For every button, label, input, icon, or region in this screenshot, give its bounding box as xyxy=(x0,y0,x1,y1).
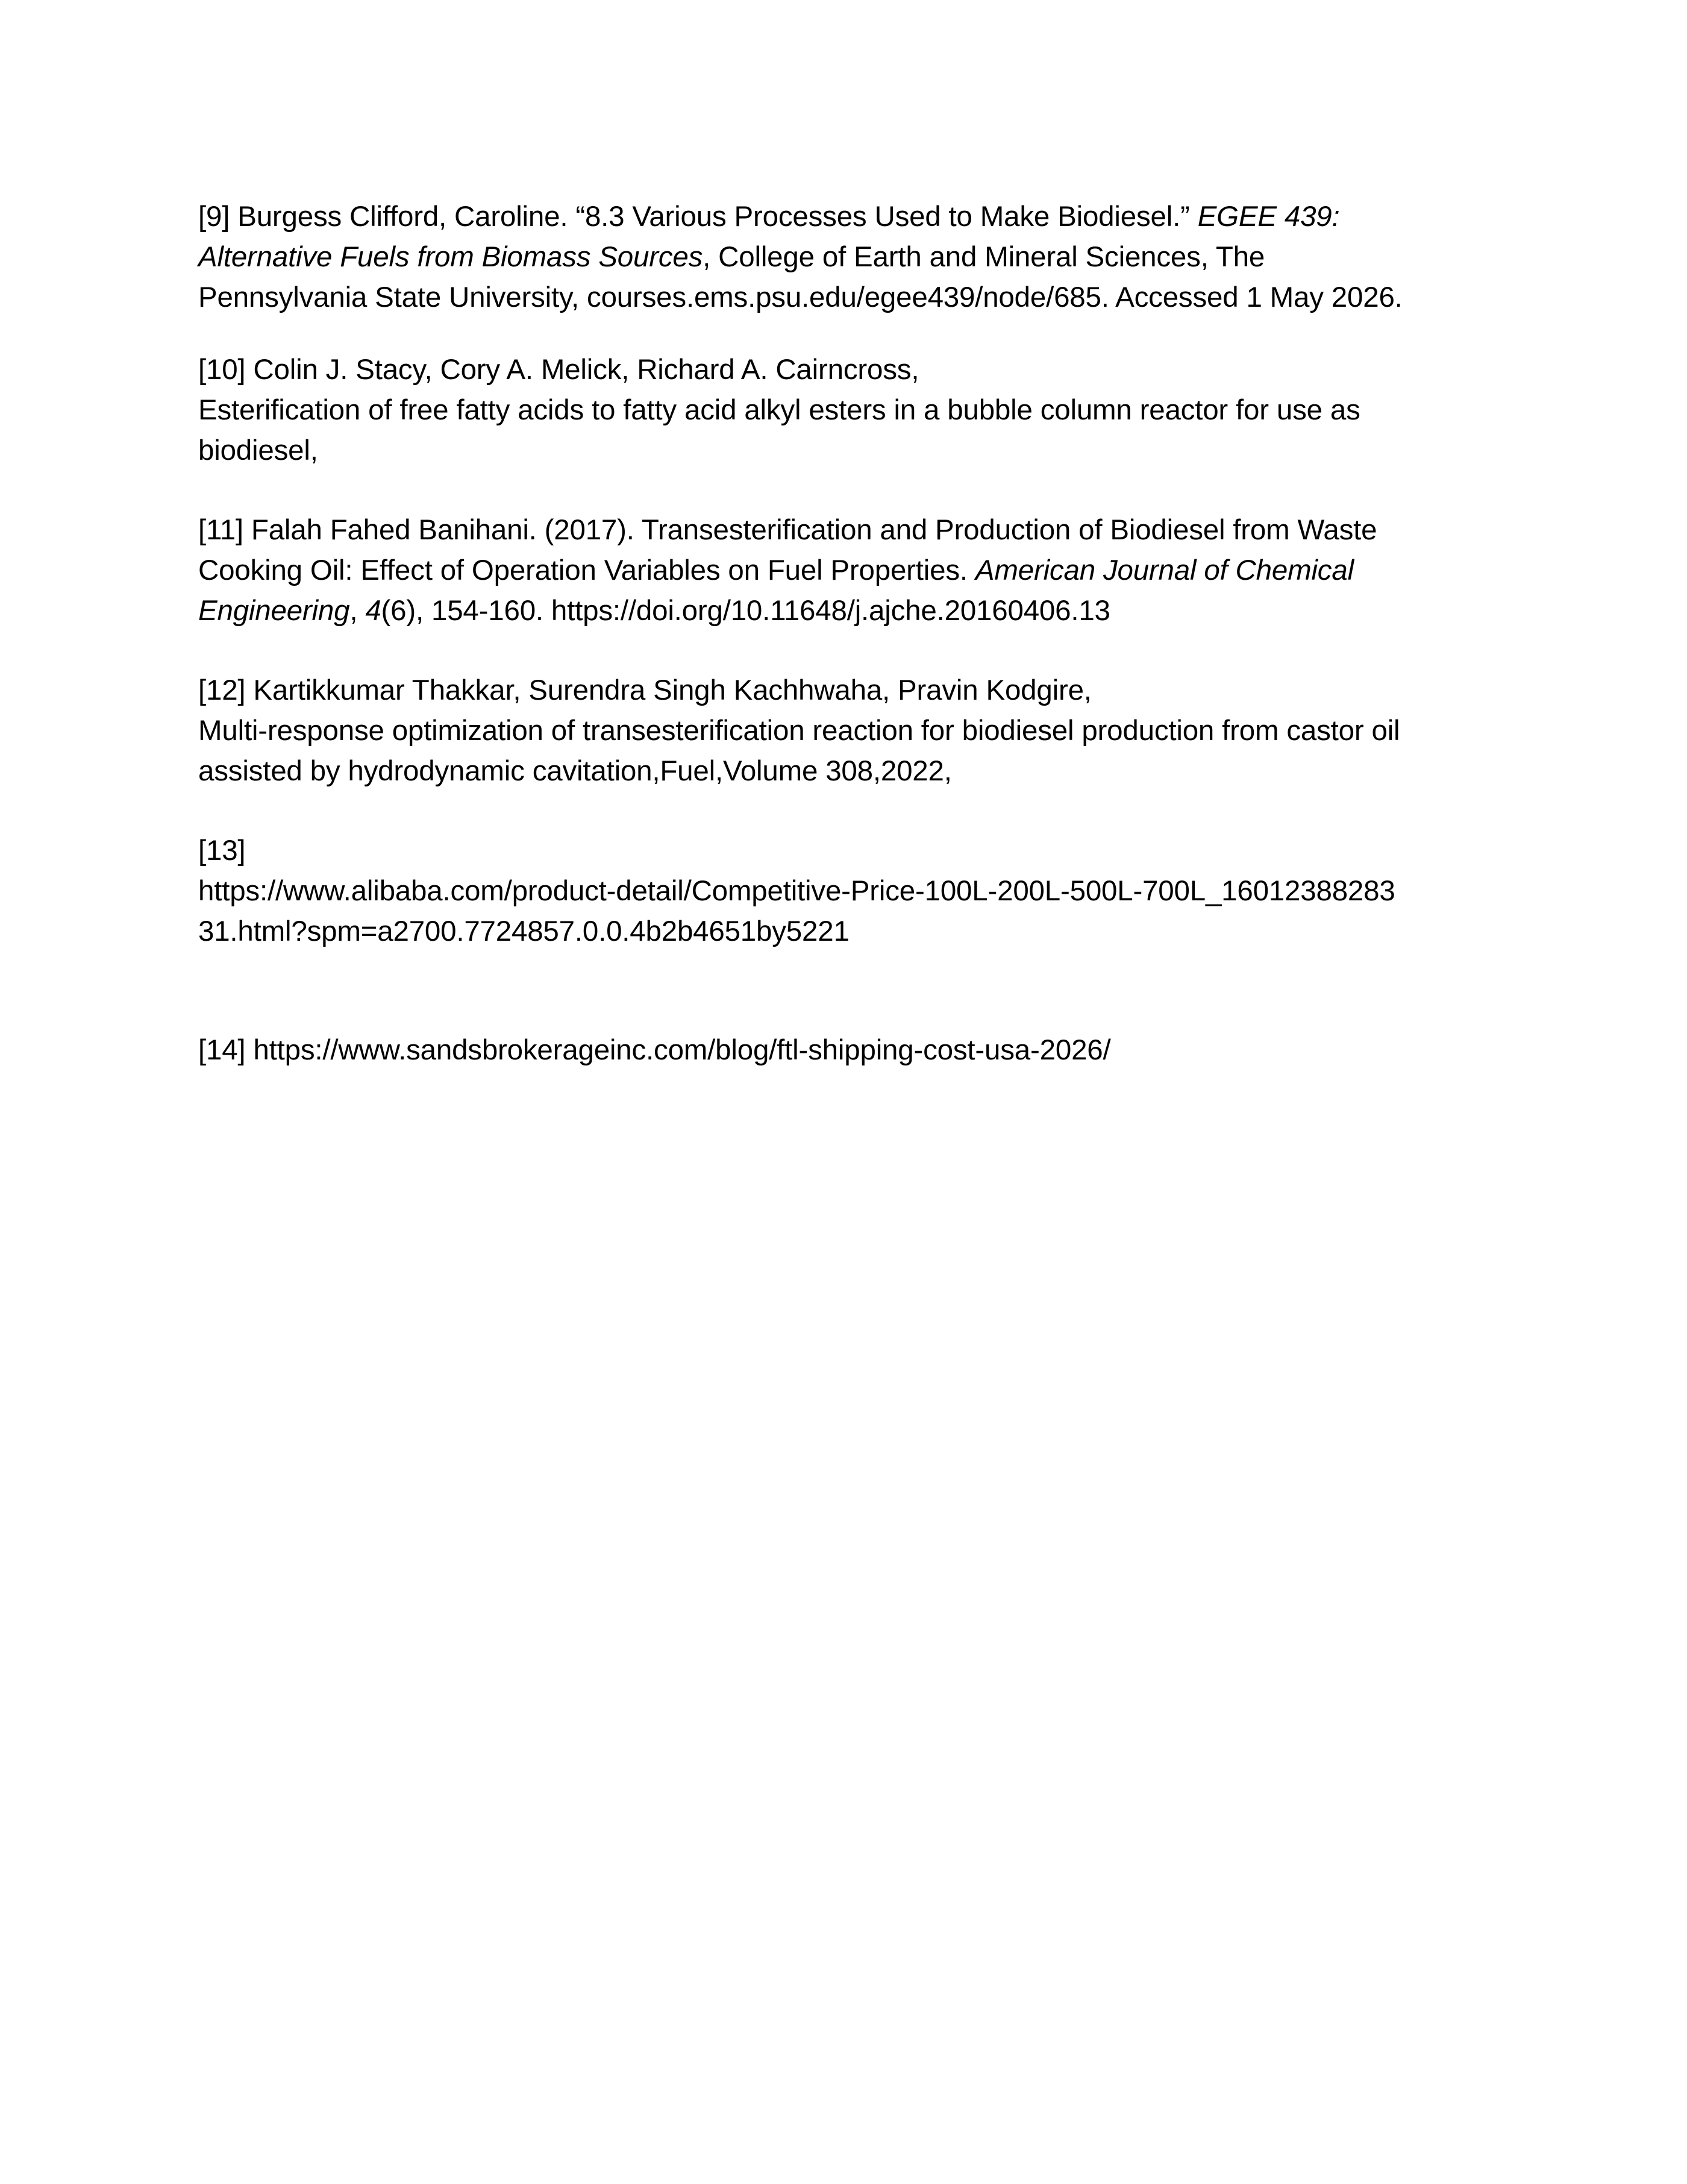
reference-12-title: Multi-response optimization of transesterification reaction for biodiesel production from castor oil xyxy=(198,715,1400,747)
reference-10 xyxy=(198,350,1512,471)
spacer xyxy=(198,952,1512,1030)
reference-13-url: https://www.alibaba.com/product-detail/Competitive-Price-100L-200L-500L-700L_16012388283 xyxy=(198,875,1395,907)
reference-14-url: [14] https://www.sandsbrokerageinc.com/blog/ftl-shipping-cost-usa-2026/ xyxy=(198,1034,1111,1066)
reference-11-journal-cont: Engineering xyxy=(198,595,350,627)
reference-9-citation: [9] Burgess Clifford, Caroline. “8.3 Various Processes Used to Make Biodiesel.” xyxy=(198,201,1198,233)
reference-9-line-2 xyxy=(198,237,1512,277)
reference-13-number: [13] xyxy=(198,835,246,867)
reference-9-line-3: Pennsylvania State University, courses.ems.psu.edu/egee439/node/685. Accessed 1 May 2026. xyxy=(198,281,1403,313)
reference-13-url-cont: 31.html?spm=a2700.7724857.0.0.4b2b4651by5221 xyxy=(198,915,850,947)
reference-11-line-2 xyxy=(198,550,1512,591)
spacer xyxy=(198,471,1512,510)
reference-14 xyxy=(198,1030,1512,1070)
reference-list xyxy=(198,196,1512,1070)
spacer xyxy=(198,631,1512,670)
reference-11-separator: , xyxy=(349,595,366,627)
reference-9-course-title: EGEE 439: xyxy=(1197,201,1340,233)
reference-12-source: assisted by hydrodynamic cavitation,Fuel,Volume 308,2022, xyxy=(198,755,952,787)
reference-11 xyxy=(198,510,1512,631)
reference-9 xyxy=(198,196,1512,318)
reference-11-line-1: [11] Falah Fahed Banihani. (2017). Transesterification and Production of Biodiesel from Waste xyxy=(198,514,1377,546)
reference-11-doi: (6), 154-160. https://doi.org/10.11648/j.ajche.20160406.13 xyxy=(381,595,1110,627)
reference-13 xyxy=(198,830,1512,952)
reference-10-title-cont: biodiesel, xyxy=(198,435,318,466)
reference-11-title-end: Cooking Oil: Effect of Operation Variables on Fuel Properties. xyxy=(198,554,975,586)
spacer xyxy=(198,318,1512,350)
reference-11-journal: American Journal of Chemical xyxy=(975,554,1354,586)
reference-11-line-3 xyxy=(198,591,1512,631)
reference-10-title: Esterification of free fatty acids to fatty acid alkyl esters in a bubble column reactor for use as xyxy=(198,394,1360,426)
reference-12 xyxy=(198,670,1512,791)
reference-12-authors: [12] Kartikkumar Thakkar, Surendra Singh Kachhwaha, Pravin Kodgire, xyxy=(198,674,1092,706)
reference-9-line-1 xyxy=(198,196,1512,237)
reference-10-authors: [10] Colin J. Stacy, Cory A. Melick, Richard A. Cairncross, xyxy=(198,354,919,386)
reference-9-course-subtitle: Alternative Fuels from Biomass Sources xyxy=(198,241,703,273)
reference-11-volume: 4 xyxy=(365,595,381,627)
spacer xyxy=(198,791,1512,830)
reference-9-publisher: , College of Earth and Mineral Sciences, The xyxy=(703,241,1265,273)
